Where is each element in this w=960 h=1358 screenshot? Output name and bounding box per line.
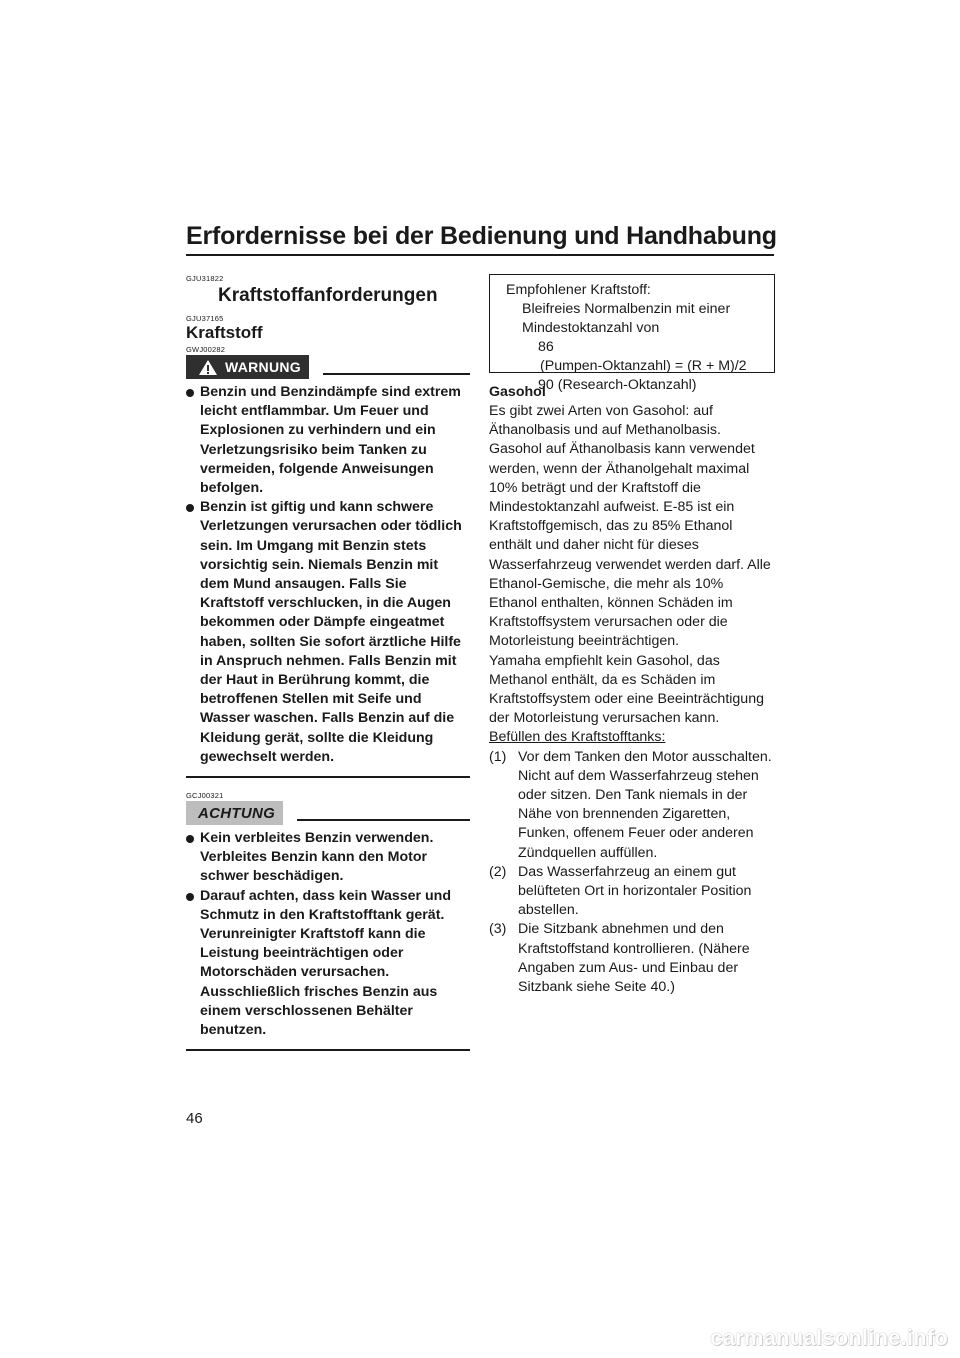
left-column — [186, 274, 470, 1051]
gasohol-paragraph: Yamaha empfiehlt kein Gasohol, das Methanol enthält, da es Schäden im Kraftstoffsystem oder eine Beeinträchtigung der Motorleistung verursachen kann. — [489, 652, 764, 727]
caution-code: GCJ00321 — [186, 791, 224, 801]
list-item: Kein verbleites Benzin verwenden. Verbleites Benzin kann den Motor schwer beschädigen. — [186, 829, 470, 887]
step-text: Die Sitzbank abnehmen und den Kraftstoffstand kontrollieren. (Nähere Angaben zum Aus- und Einbau der Sitzbank siehe Seite 40.) — [518, 921, 750, 996]
bullet-icon — [186, 893, 194, 901]
step-text: Vor dem Tanken den Motor ausschalten. Nicht auf dem Wasserfahrzeug stehen oder sitzen. Den Tank niemals in der Nähe von brennenden Zigaretten, Funken, offenem Feuer oder anderen Zündquellen auffüllen. — [518, 748, 772, 861]
fuel-box-line: Empfohlener Kraftstoff: — [506, 282, 651, 298]
bullet-icon — [186, 389, 194, 397]
warning-badge — [186, 355, 309, 379]
bullet-icon — [186, 504, 194, 512]
list-item: Darauf achten, dass kein Wasser und Schmutz in den Kraftstofftank gerät. Verunreinigter Kraftstoff kann die Leistung beeinträchtigen oder Motorschäden verursachen. Ausschließlich frisches Benzin aus einem verschlossenen Behälter benutzen. — [186, 887, 470, 1041]
caution-rule — [297, 819, 470, 821]
caution-header — [186, 801, 470, 825]
fuel-box-line: 86 — [538, 339, 554, 355]
step-number: (1) — [489, 748, 507, 765]
warning-rule — [323, 373, 470, 375]
step-number: (3) — [489, 921, 507, 938]
subsection-title: Kraftstoff — [186, 323, 263, 342]
section-title: Kraftstoffanforderungen — [218, 285, 438, 306]
warning-triangle-icon — [198, 359, 218, 376]
refuel-heading: Befüllen des Kraftstofftanks: — [489, 729, 666, 746]
watermark: carmanualsonline.info — [710, 1325, 948, 1350]
list-item — [489, 920, 775, 997]
section-code: GJU31822 — [186, 274, 224, 283]
subsection-code: GJU37165 — [186, 314, 224, 323]
warning-list — [186, 383, 470, 767]
fuel-box-line: Mindestoktanzahl von — [522, 320, 660, 336]
page-number: 46 — [186, 1110, 203, 1127]
list-item: Benzin und Benzindämpfe sind extrem leicht entflammbar. Um Feuer und Explosionen zu verhindern und ein Verletzungsrisiko beim Tanken zu vermeiden, folgende Anweisungen befolgen. — [186, 383, 470, 498]
right-column — [489, 274, 775, 997]
gasohol-paragraph: Gasohol auf Äthanolbasis kann verwendet werden, wenn der Äthanolgehalt maximal 10% beträgt und der Kraftstoff die Mindestoktanzahl aufweist. E-85 ist ein Kraftstoffgemisch, das zu 85% Ethanol enthält und daher nicht für dieses Wasserfahrzeug verwendet werden darf. Alle Ethanol-Gemische, die mehr als 10% Ethanol enthalten, können Schäden im Kraftstoffsystem verursachen oder die Motorleistung beeinträchtigen. — [489, 441, 771, 650]
list-item — [489, 863, 775, 921]
list-item — [489, 748, 775, 863]
fuel-box-line: (Pumpen-Oktanzahl) = (R + M)/2 — [540, 358, 747, 374]
fuel-box-line: 90 (Research-Oktanzahl) — [538, 377, 697, 393]
refuel-steps — [489, 748, 775, 998]
warning-label: WARNUNG — [225, 359, 301, 375]
warning-header — [186, 355, 470, 379]
list-item: Benzin ist giftig und kann schwere Verletzungen verursachen oder tödlich sein. Im Umgang mit Benzin stets vorsichtig sein. Niemals Benzin mit dem Mund ansaugen. Falls Sie Kraftstoff verschlucken, in die Augen bekommen oder Dämpfe eingeatmet haben, sollten Sie sofort ärztliche Hilfe in Anspruch nehmen. Falls Benzin mit der Haut in Berührung kommt, die betroffenen Stellen mit Seife und Wasser waschen. Falls Benzin auf die Kleidung gerät, sollte die Kleidung gewechselt werden. — [186, 498, 470, 767]
page-header-title: Erfordernisse bei der Bedienung und Handhabung — [186, 222, 777, 250]
gasohol-paragraph: Es gibt zwei Arten von Gasohol: auf Äthanolbasis und auf Methanolbasis. — [489, 403, 721, 439]
bullet-icon — [186, 835, 194, 843]
gasohol-heading: Gasohol — [489, 384, 546, 400]
caution-badge: ACHTUNG — [186, 801, 283, 825]
step-text: Das Wasserfahrzeug an einem gut belüfteten Ort in horizontaler Position abstellen. — [518, 863, 752, 919]
step-number: (2) — [489, 863, 507, 880]
warning-code: GWJ00282 — [186, 345, 226, 354]
fuel-box-line: Bleifreies Normalbenzin mit einer — [522, 301, 731, 317]
caution-list — [186, 829, 470, 1040]
warning-end-rule — [186, 776, 470, 778]
header-rule — [186, 254, 774, 256]
caution-end-rule — [186, 1049, 470, 1051]
